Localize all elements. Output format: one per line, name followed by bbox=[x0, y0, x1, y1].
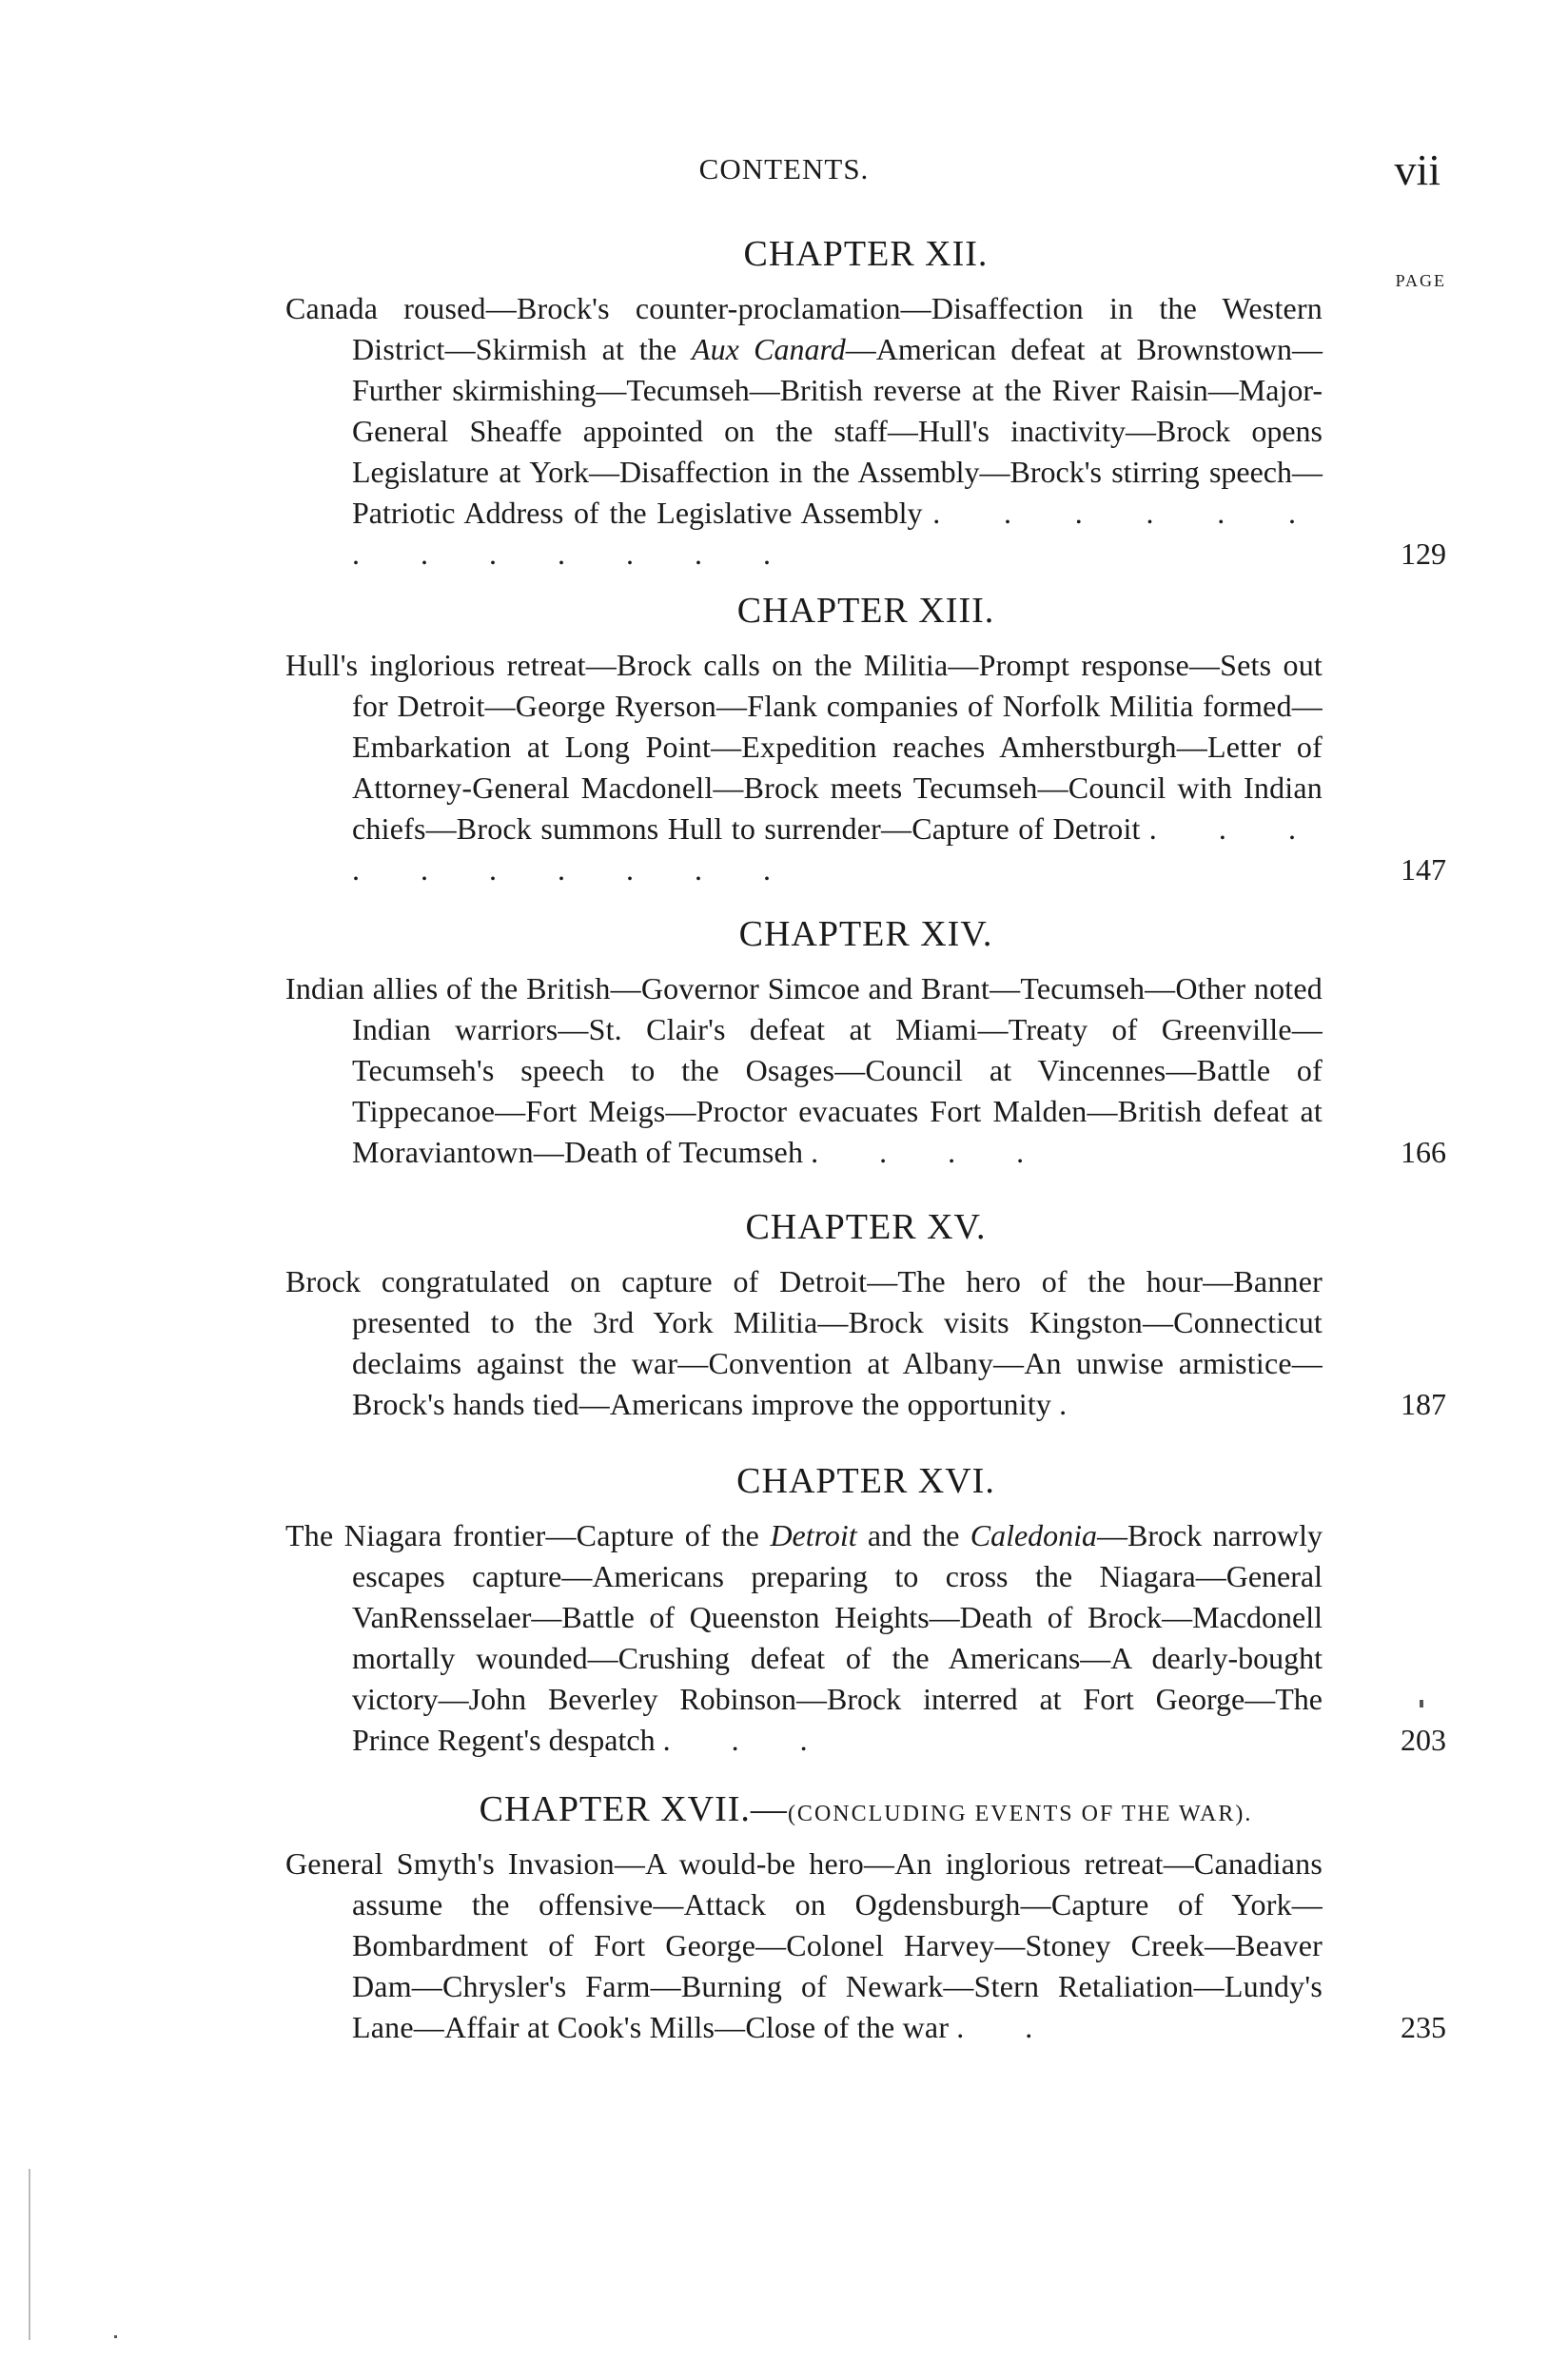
chapter-page-ref: 129 bbox=[1401, 536, 1446, 571]
summary-italic: Detroit bbox=[770, 1518, 857, 1552]
scan-speck bbox=[1420, 1700, 1423, 1707]
summary-text: Brock congratulated on capture of Detroit—The hero of the hour—Banner presented to the 3rd York Militia—Brock visits Kingston—Connecticut declaims against the war—Convention at Albany—An unwise armistice—Brock's hands tied—Americans improve the opportunity bbox=[285, 1264, 1323, 1421]
chapter-heading: CHAPTER XVI. bbox=[736, 1461, 995, 1501]
summary-text: and the bbox=[856, 1518, 970, 1552]
chapter-summary bbox=[285, 1515, 1446, 1761]
chapter-page-ref: 235 bbox=[1401, 2010, 1446, 2044]
chapter-xii bbox=[285, 233, 1446, 575]
dot-leader: . . . . . . . . . . bbox=[352, 811, 1323, 887]
scan-speck bbox=[114, 2335, 117, 2338]
summary-text: The Niagara frontier—Capture of the bbox=[285, 1518, 771, 1552]
chapter-heading-main: CHAPTER XVII.— bbox=[479, 1789, 788, 1829]
summary-text: —American defeat at Brownstown—Further skirmishing—Tecumseh—British reverse at the River Raisin—Major-General Sheaffe appointed on the staff—Hull's inactivity—Brock opens Legislature at York—Disaffection in the Assembly—Brock's stirring speech—Patriotic Address of the Legislative Assembly bbox=[352, 332, 1323, 530]
chapter-heading: CHAPTER XV. bbox=[745, 1207, 987, 1247]
summary-text: Canada roused—Brock's counter-proclamation—Disaffection in the Western District—Skirmish at the bbox=[285, 291, 1323, 366]
summary-italic: Caledonia bbox=[970, 1518, 1098, 1552]
summary-italic: Aux Canard bbox=[692, 332, 846, 366]
dot-leader: . . . . bbox=[811, 1135, 1051, 1169]
dot-leader: . . . bbox=[662, 1723, 834, 1757]
summary-text: —Brock narrowly escapes capture—Americans preparing to cross the Niagara—General VanRensselaer—Battle of Queenston Heights—Death of Brock—Macdonell mortally wounded—Crushing defeat of the Americans—A dearly-bought victory—John Beverley Robinson—Brock interred at Fort George—The Prince Regent's despatch bbox=[352, 1518, 1323, 1757]
chapter-xiii bbox=[285, 590, 1446, 890]
dot-leader: . . bbox=[956, 2010, 1060, 2044]
chapter-xiv bbox=[285, 913, 1446, 1173]
scan-edge-mark bbox=[29, 2169, 30, 2340]
chapter-summary bbox=[285, 645, 1446, 890]
dot-leader: . . . . . . . . . . . . . bbox=[352, 496, 1323, 571]
chapter-xvi bbox=[285, 1460, 1446, 1761]
chapter-page-ref: 203 bbox=[1401, 1723, 1446, 1757]
chapter-heading bbox=[285, 1788, 1446, 1830]
chapter-heading: CHAPTER XIII. bbox=[736, 591, 995, 631]
chapter-page-ref: 166 bbox=[1401, 1135, 1446, 1169]
page-column-label: PAGE bbox=[1395, 271, 1446, 290]
chapter-xvii bbox=[285, 1788, 1446, 2048]
summary-text: General Smyth's Invasion—A would-be hero—An inglorious retreat—Canadians assume the offensive—Attack on Ogdensburgh—Capture of York—Bombardment of Fort George—Colonel Harvey—Stoney Creek—Beaver Dam—Chrysler's Farm—Burning of Newark—Stern Retaliation—Lundy's Lane—Affair at Cook's Mills—Close of the war bbox=[285, 1846, 1323, 2044]
chapter-page-ref: 147 bbox=[1401, 852, 1446, 887]
chapter-heading: CHAPTER XII. bbox=[743, 234, 989, 274]
chapter-summary bbox=[285, 1261, 1446, 1425]
summary-text: Indian allies of the British—Governor Simcoe and Brant—Tecumseh—Other noted Indian warriors—St. Clair's defeat at Miami—Treaty of Greenville—Tecumseh's speech to the Osages—Council at Vincennes—Battle of Tippecanoe—Fort Meigs—Proctor evacuates Fort Malden—British defeat at Moraviantown—Death of Tecumseh bbox=[285, 971, 1323, 1169]
chapter-summary bbox=[285, 968, 1446, 1173]
running-head bbox=[0, 146, 1568, 209]
chapter-heading-sub: (CONCLUDING EVENTS OF THE WAR). bbox=[787, 1802, 1253, 1826]
chapter-summary bbox=[285, 1844, 1446, 2048]
chapter-page-ref: 187 bbox=[1401, 1387, 1446, 1421]
running-head-title: CONTENTS. bbox=[698, 152, 870, 185]
dot-leader: . bbox=[1059, 1387, 1094, 1421]
page-number: vii bbox=[1394, 146, 1441, 194]
chapter-heading: CHAPTER XIV. bbox=[738, 914, 993, 954]
chapter-summary bbox=[285, 288, 1446, 575]
summary-text: Hull's inglorious retreat—Brock calls on the Militia—Prompt response—Sets out for Detroit—George Ryerson—Flank companies of Norfolk Militia formed—Embarkation at Long Point—Expedition reaches Amherstburgh—Letter of Attorney-General Macdonell—Brock meets Tecumseh—Council with Indian chiefs—Brock summons Hull to surrender—Capture of Detroit bbox=[285, 648, 1323, 846]
chapter-xv bbox=[285, 1206, 1446, 1425]
